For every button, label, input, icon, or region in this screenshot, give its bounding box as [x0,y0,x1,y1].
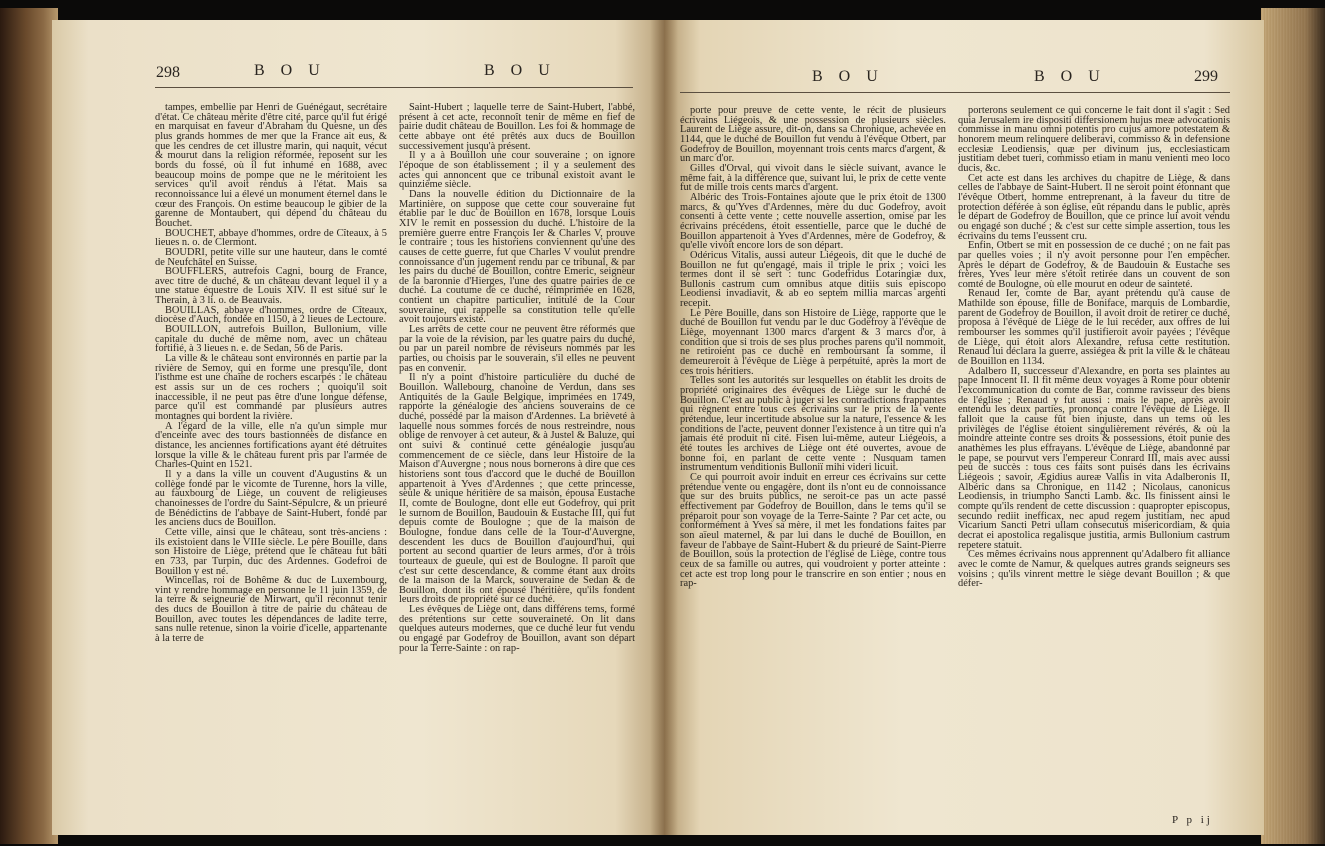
paragraph: porterons seulement ce qui concerne le fait dont il s'agit : Sed quia Jerusalem ire dispositi differsionem hujus meæ advocationis commisse in manu omni potentis pro cujus amore potestatem & honorem meum relinquere deliberavi, commisso & in defensione ecclesiæ Leodiensis, quæ per divinum jus, ecclesiasticam justitiam debet tueri, commisso etiam in manu venienti meo loco ducis, &c. [958,106,1230,174]
paragraph: BOUCHET, abbaye d'hommes, ordre de Cîteaux, à 5 lieues n. o. de Clermont. [155,227,387,249]
paragraph: BOUILLON, autrefois Buillon, Bullonium, ville capitale du duché de même nom, avec un château fortifié, à 3 lieues n. e. de Sedan, 56 de Paris. [155,324,387,355]
paragraph: Odéricus Vitalis, aussi auteur Liégeois, dit que le duché de Bouillon ne fut qu'engagé, mais il triple le prix ; voici les termes dont il se sert : tunc Godefridus Lotaringiæ dux, Bullonis castrum cum omnibus atque ditiis suis episcopo Leodiensi invadiavit, & ab eo septem millia marcas argenti recepit. [680,249,946,310]
paragraph: Adalbero II, successeur d'Alexandre, en porta ses plaintes au pape Innocent II. Il fit même deux voyages à Rome pour obtenir l'excommunication du comte de Bar, comme ravisseur des biens de l'église ; Renaud y fut aussi : mais le pape, après avoir entendu les deux parties, prononça contre l'évêque de Liège. Il falloit que la cause fût bien injuste, dans un tems où les privilèges de l'église étoient singulièrement révérés, & où la moindre atteinte contre ses droits & possessions, étoit punie des anathèmes les plus effrayans. L'évêque de Liège, abandonné par le pape, se pourvut vers l'empereur Conrard III, mais avec aussi peu de succès : tous ces faits sont puisés dans les écrivains Liégeois ; savoir, Ægidius aureæ Vallis in vita Adalberonis II, Albéric dans sa Chronique, en 1142 ; Nicolaus, canonicus Leodiensis, in triumpho Sancti Lamb. &c. Ils finissent ainsi le compte qu'ils rendent de cette discussion : quapropter episcopus, secundo rediit inefficax, nec apud regem justitiam, nec apud Vicarium Sancti Petri ullam consecutus misericordiam, & quia decrat ei apostolica regalisque justitia, armis Bullonium castrum repetere statuit. [958,365,1230,551]
paragraph: Wincellas, roi de Bohême & duc de Luxembourg, vint y rendre hommage en personne le 11 juin 1359, de la terre & seigneurie de Mirwart, qu'il reconnut tenir des ducs de Bouillon à titre de pairie du château de Bouillon, avec toutes les dépendances de ladite terre, sans nulle retenue, sinon la voirie d'icelle, appartenante à la terre de [155,575,387,645]
paragraph: Il y a dans la ville un couvent d'Augustins & un collège fondé par le vicomte de Turenne, hors la ville, au fauxbourg de Liège, un couvent de religieuses chanoinesses de l'ordre du Saint-Sépulcre, & un prieuré de Bénédictins de l'abbaye de Saint-Hubert, fondé par les anciens ducs de Bouillon. [155,468,387,529]
signature-mark: P p ij [1172,814,1213,826]
running-header-left-2: B O U [484,62,556,79]
paragraph: Cet acte est dans les archives du chapitre de Liège, & dans celles de l'abbaye de Saint-Hubert. Il ne seroit point étonnant que l'évêque Otbert, homme entreprenant, à la faveur du titre de protection déférée à son église, eût répandu dans le public, après le départ de Godefroy de Bouillon, que ce prince lui avoit vendu ou engagé son duché ; & c'est sur cette simple assertion, tous les écrivains du tems l'eussent cru. [958,172,1230,242]
book-edge-right [1261,8,1325,844]
paragraph: Saint-Hubert ; laquelle terre de Saint-Hubert, l'abbé, présent à cet acte, reconnoît tenir de même en fief de pairie dudit château de Bouillon. Les foi & hommage de cette abbaye ont été prêtés aux ducs de Bouillon successivement jusqu'à présent. [399,103,635,152]
paragraph: Il y a à Bouillon une cour souveraine ; on ignore l'époque de son établissement ; il y a seulement des actes qui annoncent que ce tribunal existoit avant le quinzième siècle. [399,150,635,191]
paragraph: porte pour preuve de cette vente, le récit de plusieurs écrivains Liégeois, & une possession de plusieurs siècles. Laurent de Liège assure, dit-on, dans sa Chronique, achevée en 1144, que le duché de Bouillon fut vendu à l'évêque Otbert, par Godefroy de Bouillon, moyennant trois cents marcs d'argent, & un marc d'or. [680,106,946,165]
paragraph: Cette ville, ainsi que le château, sont très-anciens : ils existoient dans le VIIIe siècle. Le père Bouille, dans son Histoire de Liège, prétend que le château fut bâti en 733, par Turpin, duc des Ardennes. Godefroi de Bouillon y est né. [155,526,387,577]
page-number-right: 299 [1194,68,1218,85]
paragraph: La ville & le château sont environnés en partie par la rivière de Semoy, qui en forme une presqu'île, dont l'isthme est une chaîne de rochers escarpés : le château est assis sur un de ces rochers ; quoiqu'il soit inaccessible, il ne peut pas être d'une longue défense, parce qu'il est commandé par plusieurs autres montagnes qui bordent la rivière. [155,353,387,422]
left-page-column-1 [155,103,387,825]
paragraph: BOUDRI, petite ville sur une hauteur, dans le comté de Neufchâtel en Suisse. [155,246,387,268]
left-page-column-2 [399,103,635,825]
paragraph: Les arrêts de cette cour ne peuvent être réformés que par la voie de la révision, par les quatre pairs du duché, ou par un pareil nombre de réviseurs nommés par les parties, ou choisis par le souverain, s'il elles ne peuvent pas en convenir. [399,324,635,374]
right-page [664,20,1264,835]
paragraph: Les évêques de Liège ont, dans différens tems, formé des prétentions sur cette souveraineté. On lit dans quelques auteurs modernes, que ce duché leur fut vendu ou engagé par Godefroy de Bouillon, avant son départ pour la Terre-Sainte : on rap- [399,604,635,654]
left-page [52,20,664,835]
book-edge-left [0,8,58,844]
paragraph: Le Père Bouille, dans son Histoire de Liège, rapporte que le duché de Bouillon fut vendu par le duc Godefroy à l'évêque de Liège, moyennant 1300 marcs d'argent & 3 marcs d'or, à condition que si trois de ses plus proches parens qu'il nommoit, ne retiroient pas ce duché en remboursant la somme, il demeureroit à l'évêque de Liège à perpétuité, après la mort de ces trois héritiers. [680,307,946,377]
paragraph: Albéric des Trois-Fontaines ajoute que le prix étoit de 1300 marcs, & qu'Yves d'Ardennes, mère du duc Godefroy, avoit consenti à cette vente ; cette nouvelle assertion, omise par les écrivains précédens, étoit essentielle, parce que le duché de Bouillon appartenoit à Yves d'Ardennes, mère de Godefroy, & qu'elle vivoit encore lors de son départ. [680,191,946,252]
running-header-left-1: B O U [254,62,326,79]
paragraph: tampes, embellie par Henri de Guénégaut, secrétaire d'état. Ce château mérite d'être cité, parce qu'il fut érigé en marquisat en faveur d'Abraham du Quesne, un des plus grands hommes de mer que la France ait eus, & que les cendres de cet illustre marin, qui naquit, vécut & mourut dans la religion réformée, reposent sur les bords du fossé, où il fut inhumé en 1688, avec beaucoup moins de pompe que ne le méritoient les services qu'il avoit rendus à l'état. Mais sa reconnoissance lui a élevé un monument éternel dans le cœur des François. On estime beaucoup le gibier de la garenne de Montaubert, qui dépend du château du Bouchet. [155,103,387,229]
paragraph: BOUFFLERS, autrefois Cagni, bourg de France, avec titre de duché, & un château devant lequel il y a une statue équestre de Louis XIV. Il est situé sur le Therain, à 3 li. o. de Beauvais. [155,266,387,307]
right-page-column-1 [680,106,946,816]
paragraph: Il n'y a point d'histoire particulière du duché de Bouillon. Wallebourg, chanoine de Verdun, dans ses Antiquités de la Gaule Belgique, imprimées en 1749, rapporte la généalogie des anciens souverains de ce duché, possédé par la maison d'Ardennes. La brièveté à laquelle nous sommes forcés de nous restreindre, nous oblige de renvoyer à cet auteur, & à Justel & Baluze, qui ont suivi & continué cette généalogie jusqu'au commencement de ce siècle, dans leur Histoire de la Maison d'Auvergne ; nous nous bornerons à dire que ces historiens sont tous d'accord que le duché de Bouillon appartenoit à Yves d'Ardennes ; que cette princesse, seule & unique héritière de sa maison, épousa Eustache II, comte de Boulogne, dont elle eut Godefroy, qui prit le surnom de Bouillon, Baudouin & Eustache III, qui fut depuis comte de Boulogne ; que de la maison de Boulogne, fondue dans celle de la Tour-d'Auvergne, descendent les ducs de Bouillon d'aujourd'hui, qui portent au second quartier de leurs armes, d'or à trois tourteaux de gueule, qui est de Boulogne. Il paroît que c'est sur cette descendance, & comme étant aux droits de la maison de la Marck, souveraine de Sedan & de Bouillon, dont ils ont épousé l'héritière, qu'ils fondent leurs droits de propriété sur ce duché. [399,372,635,606]
right-page-column-2 [958,106,1230,812]
running-header-right-1: B O U [812,68,884,85]
paragraph: BOUILLAS, abbaye d'hommes, ordre de Cîteaux, diocèse d'Auch, fondée en 1150, à 2 lieues de Lectoure. [155,304,387,326]
page-number-left: 298 [156,64,180,81]
book-gutter [650,20,678,835]
paragraph: Gilles d'Orval, qui vivoit dans le siècle suivant, avance le même fait, à la différence que, suivant lui, le prix de cette vente fut de mille trois cents marcs d'argent. [680,162,946,194]
paragraph: Renaud Ier, comte de Bar, ayant prétendu qu'à cause de Mathilde son épouse, fille de Boniface, marquis de Lombardie, parent de Godefroy de Bouillon, il avoit droit de retirer ce duché, proposa à l'évêque de Liège de le lui recéder, aux offres de lui rembourser les sommes qu'il justifieroit avoir payées ; l'évêque de Liège, qui étoit alors Alexandre, refusa cette restitution. Renaud lui déclara la guerre, assiégea & prit la ville & le château de Bouillon en 1134. [958,288,1230,368]
paragraph: A l'égard de la ville, elle n'a qu'un simple mur d'enceinte avec des tours bastionnées de distance en distance, les anciennes fortifications ayant été détruites lorsque la ville & le château furent pris par l'armée de Charles-Quint en 1521. [155,420,387,471]
paragraph: Ces mêmes écrivains nous apprennent qu'Adalbero fit alliance avec le comte de Namur, & quelques autres grands seigneurs ses voisins ; qu'ils vinrent mettre le siège devant Bouillon ; & que défer- [958,549,1230,590]
header-rule-right [680,92,1230,93]
paragraph: Enfin, Otbert se mit en possession de ce duché ; on ne fait pas par quelles voies ; il n'y avoit personne pour l'en empêcher. Après le départ de Godefroy, & de Baudouin & Eustache ses frères, Yves leur mère s'étoit retirée dans un couvent de son comté de Boulogne, où elle mourut en odeur de sainteté. [958,240,1230,290]
header-rule-left [155,87,633,88]
running-header-right-2: B O U [1034,68,1106,85]
paragraph: Ce qui pourroit avoir induit en erreur ces écrivains sur cette prétendue vente ou engagère, dont ils n'ont eu de connoissance que sur des bruits publics, ne seroit-ce pas un acte passé effectivement par Godefroy de Bouillon, dans le tems qu'il se préparoit pour son voyage de la Terre-Sainte ? Par cet acte, ou conformément à Yves sa mère, il met les fondations faites par son aïeul maternel, & par lui dans le duché de Bouillon, en faveur de l'abbaye de Saint-Hubert & du prieuré de Saint-Pierre de Bouillon, sous la protection de l'église de Liège, contre tous ceux de sa famille ou autres, qui voudroient y porter atteinte : cet acte est trop long pour le transcrire en son entier ; nous en rap- [680,471,946,590]
paragraph: Dans la nouvelle édition du Dictionnaire de la Martinière, on suppose que cette cour souveraine fut établie par le duc de Bouillon en 1678, lorsque Louis XIV le remit en possession du duché. L'histoire de la première guerre entre François Ier & Charles V, prouve le contraire ; tous les historiens conviennent qu'une des causes de cette guerre, fut que Charles V voulut prendre connoissance d'un jugement rendu par ce tribunal, & par les pairs du duché de Bouillon, contre Emeric, seigneur de la baronnie d'Hierges, l'une des quatre pairies de ce duché. La coutume de ce duché, réimprimée en 1628, contient un chapitre particulier, intitulé de la Cour souveraine, qui rappelle sa constitution telle qu'elle avoit toujours existé. [399,188,635,326]
paragraph: Telles sont les autorités sur lesquelles on établit les droits de propriété originaires des évêques de Liège sur le duché de Bouillon. C'est au public à juger si les contradictions frappantes qui règnent entre tous ces écrivains sur le prix de la vente prétendue, leur incertitude absolue sur la nature, l'essence & les conditions de l'acte, peuvent donner l'existence à un titre qui n'a jamais été produit ni cité. Fisen lui-même, auteur Liégeois, a été toutes les archives de Liège ont été ouvertes, avoue de bonne foi, en parlant de cette vente : Nusquam tamen instrumentum venditionis Bulloniï mihi videri licuit. [680,375,946,474]
